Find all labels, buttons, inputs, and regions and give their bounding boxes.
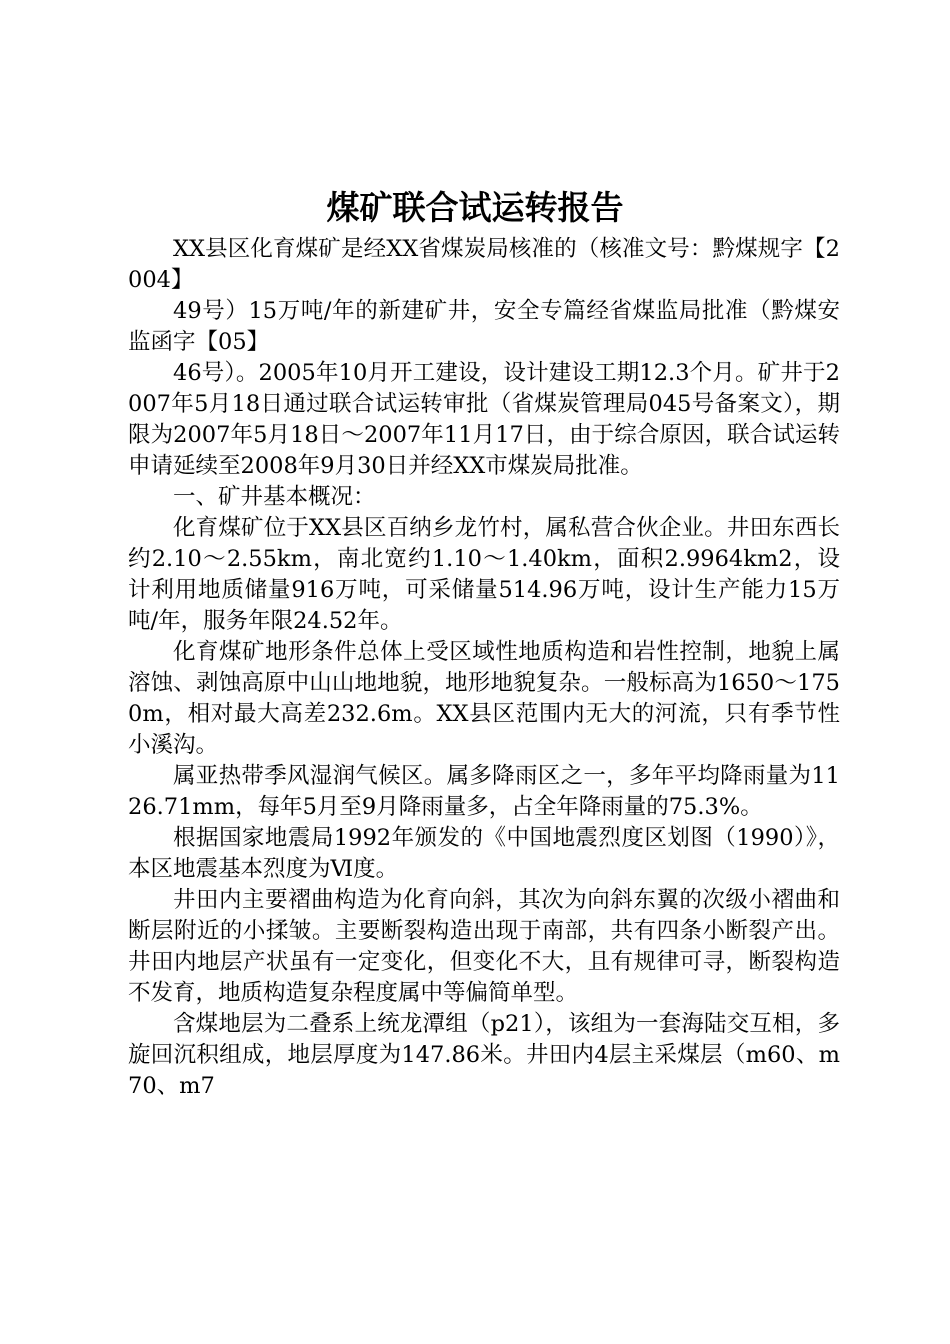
paragraph-terrain: 化育煤矿地形条件总体上受区域性地质构造和岩性控制，地貌上属溶蚀、剥蚀高原中山山地地貌，地形地貌复杂。一般标高为1650～1750m，相对最大高差232.6m。XX县区范围内无大的河流，只有季节性小溪沟。 bbox=[128, 639, 840, 758]
paragraph-seismic: 根据国家地震局1992年颁发的《中国地震烈度区划图（1990）》，本区地震基本烈度为Ⅵ度。 bbox=[128, 825, 840, 882]
paragraph-structure: 井田内主要褶曲构造为化育向斜，其次为向斜东翼的次级小褶曲和断层附近的小揉皱。主要断裂构造出现于南部，共有四条小断裂产出。井田内地层产状虽有一定变化，但变化不大，且有规律可寻，断裂构造不发育，地质构造复杂程度属中等偏简单型。 bbox=[128, 887, 840, 1006]
document-body bbox=[128, 234, 840, 1102]
paragraph-coal-strata: 含煤地层为二叠系上统龙潭组（p21），该组为一套海陆交互相，多旋回沉积组成，地层厚度为147.86米。井田内4层主采煤层（m60、m70、m7 bbox=[128, 1011, 840, 1099]
document-title: 煤矿联合试运转报告 bbox=[326, 188, 624, 227]
paragraph-location: 化育煤矿位于XX县区百纳乡龙竹村，属私营合伙企业。井田东西长约2.10～2.55km，南北宽约1.10～1.40km，面积2.9964km2，设计利用地质储量916万吨，可采储量514.96万吨，设计生产能力15万吨/年，服务年限24.52年。 bbox=[128, 515, 840, 634]
paragraph-safety-approval: 49号）15万吨/年的新建矿井，安全专篇经省煤监局批准（黔煤安监函字【05】 bbox=[128, 298, 840, 355]
section-heading-overview: 一、矿井基本概况： bbox=[173, 484, 376, 510]
paragraph-construction: 46号）。2005年10月开工建设，设计建设工期12.3个月。矿井于2007年5月18日通过联合试运转审批（省煤炭管理局045号备案文），期限为2007年5月18日～2007年11月17日，由于综合原因，联合试运转申请延续至2008年9月30日并经XX市煤炭局批准。 bbox=[128, 360, 840, 479]
paragraph-climate: 属亚热带季风湿润气候区。属多降雨区之一，多年平均降雨量为1126.71mm，每年5月至9月降雨量多，占全年降雨量的75.3%。 bbox=[128, 763, 840, 820]
paragraph-approval: XX县区化育煤矿是经XX省煤炭局核准的（核准文号：黔煤规字【2004】 bbox=[128, 236, 840, 293]
